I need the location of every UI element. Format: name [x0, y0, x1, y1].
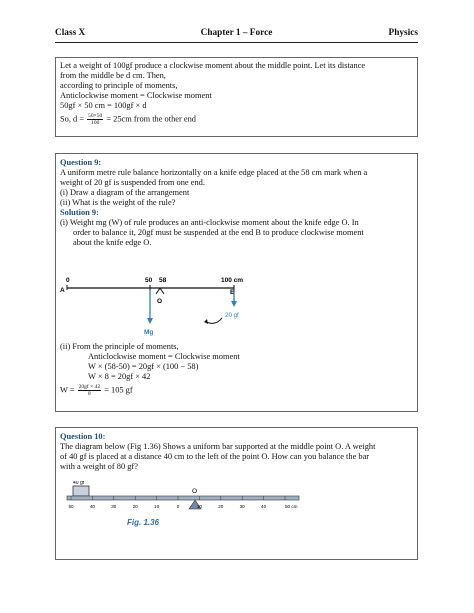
knife-edge [156, 288, 164, 294]
text-line: 50gf × 50 cm = 100gf × d [60, 101, 147, 110]
text-line: (i) Weight mg (W) of rule produces an anti-clockwise moment about the knife edge O. In [60, 218, 359, 227]
frac-numerator: 50×50 [88, 113, 103, 119]
equation-line [60, 113, 196, 126]
label-A: A [60, 287, 65, 294]
question-10-box [55, 427, 418, 560]
text-line: (ii) What is the weight of the rule? [60, 198, 176, 207]
label-100: 100 cm [221, 277, 244, 284]
text-line: order to balance it, 20gf must be suspended at the end B to produce clockwise moment [73, 228, 364, 237]
header-chapter: Chapter 1 – Force [200, 28, 273, 38]
header-class: Class X [55, 28, 86, 38]
label-0: 0 [66, 277, 70, 284]
tick-label: 40 [89, 504, 95, 509]
tick-label: 30 [111, 504, 117, 509]
label-20gf: 20 gf [225, 312, 239, 319]
tick-label: 40 [261, 504, 267, 509]
tick-label: 30 [239, 504, 245, 509]
tick-label: 20 [218, 504, 224, 509]
fraction [78, 384, 101, 397]
tick-labels [68, 504, 297, 509]
tick-label: 10 [154, 504, 160, 509]
text-line: according to principle of moments, [60, 81, 178, 90]
text-line: Let a weight of 100gf produce a clockwise moment about the middle point. Let its distance [60, 61, 366, 70]
tick-label: 20 [132, 504, 138, 509]
arrowhead [231, 301, 237, 307]
tick-label: 50 [68, 504, 74, 509]
label-58: 58 [159, 277, 167, 284]
label-50: 50 [145, 277, 153, 284]
text-line: of 40 gf is placed at a distance 40 cm to the left of the point O. How can you balance the bar [60, 452, 370, 461]
label-mg: Mg [144, 329, 154, 336]
uniform-bar-diagram [61, 481, 301, 541]
label-O: O [157, 298, 163, 305]
page-header [55, 20, 418, 43]
bar [67, 496, 299, 500]
eq-post: = 105 gf [104, 385, 133, 395]
weight-box [73, 486, 89, 496]
question-title: Question 10: [60, 432, 106, 441]
text-line: Anticlockwise moment = Clockwise moment [88, 352, 240, 361]
text-line: A uniform metre rule balance horizontally on a knife edge placed at the 58 cm mark when a [60, 168, 368, 177]
frac-denominator: 100 [91, 120, 100, 126]
text-line: The diagram below (Fig 1.36) Shows a uniform bar supported at the middle point O. A weight [60, 442, 376, 451]
question-9-box [55, 153, 418, 412]
text-line: W × 8 = 20gf × 42 [88, 372, 151, 381]
header-subject: Physics [388, 28, 418, 38]
text-line: Anticlockwise moment = Clockwise moment [60, 91, 212, 100]
eq-pre: So, d = [60, 114, 85, 124]
solution-continued-box [55, 57, 418, 137]
tick-label: 10 [196, 504, 202, 509]
tick-label: 0 [176, 504, 180, 509]
solution-title: Solution 9: [60, 208, 99, 217]
weight-label: 40 gf [73, 481, 85, 486]
eq-post: = 25cm from the other end [106, 114, 196, 124]
text-line: W × (58-50) = 20gf × (100 − 58) [88, 362, 199, 371]
arrowhead [147, 318, 153, 324]
text-line: (ii) From the principle of moments, [60, 342, 179, 351]
question-title: Question 9: [60, 158, 102, 167]
frac-numerator: 20gf × 42 [78, 384, 101, 390]
text-line: about the knife edge O. [73, 238, 152, 247]
eq-pre: W = [60, 385, 75, 395]
label-B: B [230, 289, 235, 296]
text-line: from the middle be d cm. Then, [60, 71, 166, 80]
frac-denominator: 8 [88, 391, 91, 397]
tick-label: 50 cm [285, 504, 298, 509]
rotation-arrow [206, 318, 222, 323]
figure-caption: Fig. 1.36 [127, 518, 160, 527]
text-line: with a weight of 80 gf? [60, 462, 138, 471]
fraction [87, 113, 103, 126]
metre-rule-diagram [56, 272, 296, 344]
equation-line [60, 384, 133, 397]
text-line: (i) Draw a diagram of the arrangement [60, 188, 190, 197]
text-line: weight of 20 gf is suspended from one end. [60, 178, 205, 187]
arrowhead [204, 319, 208, 324]
label-O: O [192, 488, 198, 495]
